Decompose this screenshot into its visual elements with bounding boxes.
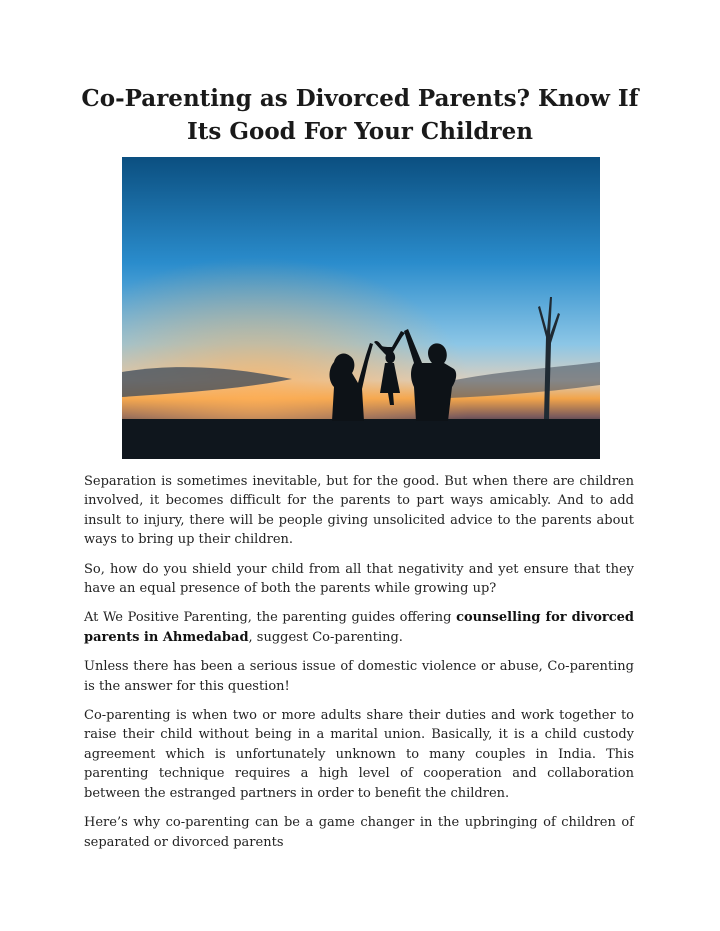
paragraph-3: [84, 608, 634, 647]
article-title: [60, 82, 660, 148]
family-silhouette-sunset-photo-icon: [122, 157, 600, 459]
hero-photo-illustration: [122, 157, 600, 459]
article-title-line-1: Co-Parenting as Divorced Parents? Know If: [81, 85, 639, 112]
paragraph-3-tail: , suggest Co-parenting.: [248, 629, 403, 645]
article-body: [84, 472, 634, 862]
article-title-line-2: Its Good For Your Children: [187, 118, 533, 145]
paragraph-1: Separation is sometimes inevitable, but for the good. But when there are children involved, it becomes difficult for the parents to part ways amicably. And to add insult to injury, there will be people giving unsolicited advice to the parents about ways to bring up their children.: [84, 474, 634, 548]
paragraph-6: Here’s why co-parenting can be a game changer in the upbringing of children of separated or divorced parents: [84, 815, 634, 850]
paragraph-3-lead: At We Positive Parenting, the parenting guides offering: [84, 610, 457, 626]
paragraph-2: So, how do you shield your child from all that negativity and yet ensure that they have an equal presence of both the parents while growing up?: [84, 561, 634, 597]
paragraph-5: Co-parenting is when two or more adults share their duties and work together to raise their child without being in a marital union. Basically, it is a child custody agreement which is unfortunately unknown to many couples in India. This parenting technique requires a high level of cooperation and collaboration between the estranged partners in order to benefit the children.: [84, 708, 634, 801]
paragraph-4: Unless there has been a serious issue of domestic violence or abuse, Co-parenting is the answer for this question!: [84, 659, 634, 694]
counselling-keyword-bold: counselling for divorced parents in Ahmedabad: [84, 610, 635, 645]
